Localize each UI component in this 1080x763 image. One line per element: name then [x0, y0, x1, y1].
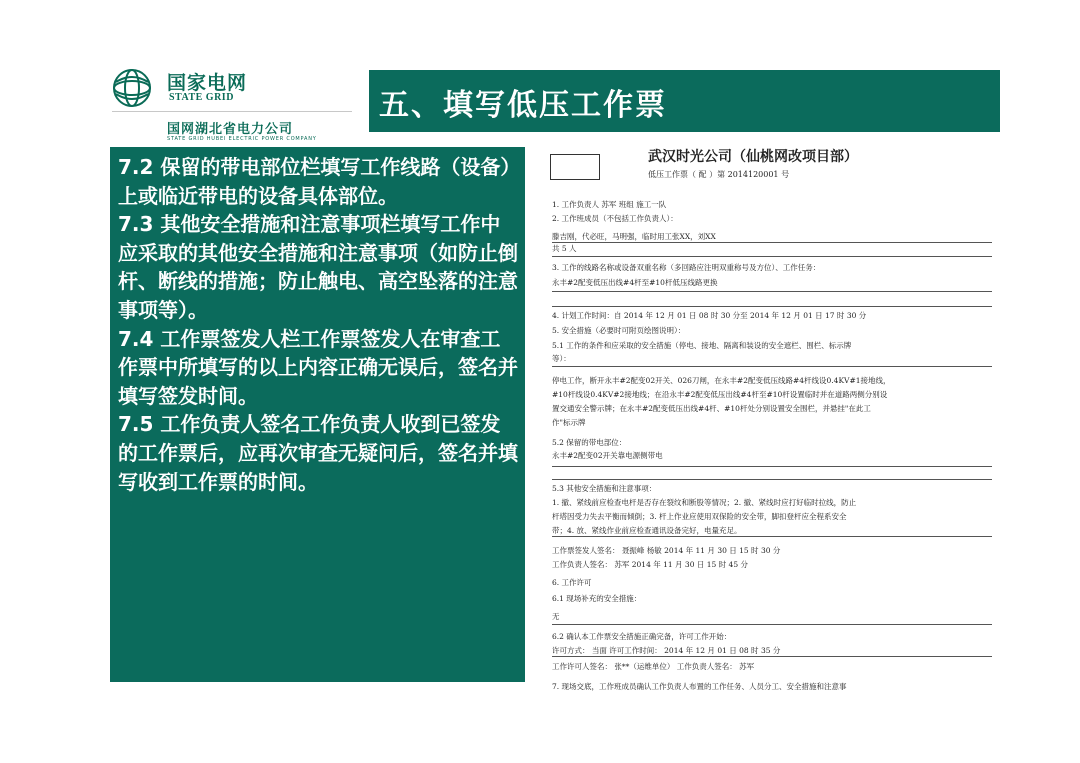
item-7-5: 7.5 工作负责人签名工作负责人收到已签发的工作票后，应再次审查无疑问后，签名并填写收到工作票的时间。 — [118, 412, 518, 494]
doc-line: 许可方式： 当面 许可工作时间： 2014 年 12 月 01 日 08 时 35 分 — [552, 646, 781, 655]
doc-line: #10杆线设0.4KV#2接地线；在沿永丰#2配变低压出线#4杆至#10杆设置临时并在道路两侧分别设 — [552, 390, 888, 399]
doc-line: 工作负责人签名： 苏军 2014 年 11 月 30 日 15 时 45 分 — [552, 560, 748, 569]
doc-line: 6.2 确认本工作票安全措施正确完备，许可工作开始： — [552, 632, 732, 641]
item-7-4: 7.4 工作票签发人栏工作票签发人在审查工作票中所填写的以上内容正确无误后，签名并填写签发时间。 — [118, 326, 518, 408]
doc-rule — [552, 306, 992, 307]
doc-stamp-box — [550, 154, 600, 180]
doc-line: 5. 安全措施（必要时可附页绘图说明）： — [552, 326, 686, 335]
slide-title-bar — [369, 70, 1000, 132]
left-text-panel — [110, 147, 525, 682]
doc-line: 4. 计划工作时间：自 2014 年 12 月 01 日 08 时 30 分至 2014 年 12 月 01 日 17 时 30 分 — [552, 311, 867, 320]
logo-name-en: STATE GRID — [169, 92, 234, 103]
doc-line: 5.2 保留的带电部位： — [552, 438, 627, 447]
doc-rule — [552, 242, 992, 243]
doc-line: 带；4. 放、紧线作业前应检查通讯设备完好，电量充足。 — [552, 526, 742, 535]
doc-rule — [552, 366, 992, 367]
doc-line: 永丰#2配变02开关靠电源侧带电 — [552, 451, 663, 460]
doc-rule — [552, 624, 992, 625]
doc-line: 5.1 工作的条件和应采取的安全措施（停电、接地、隔离和装设的安全遮栏、围栏、标示牌 — [552, 341, 852, 350]
left-text-body — [118, 153, 518, 496]
doc-line: 置交通安全警示牌；在永丰#2配变低压出线#4杆、#10杆处分别设置安全围栏，并悬挂"在此工 — [552, 404, 871, 413]
doc-line: 共 5 人 — [552, 244, 577, 253]
doc-line: 工作票签发人签名： 聂振峰 杨敏 2014 年 11 月 30 日 15 时 30 分 — [552, 546, 781, 555]
item-7-3: 7.3 其他安全措施和注意事项栏填写工作中应采取的其他安全措施和注意事项（如防止倒杆、断线的措施；防止触电、高空坠落的注意事项等）。 — [118, 212, 518, 322]
logo-divider — [112, 111, 352, 112]
doc-line: 杆塔因受力失去平衡而倾倒；3. 杆上作业应使用双保险的安全带，脚扣登杆应全程系安全 — [552, 512, 847, 521]
slide-title: 五、填写低压工作票 — [379, 88, 667, 123]
doc-line: 无 — [552, 612, 560, 621]
doc-line: 作"标示牌 — [552, 418, 586, 427]
logo-company-cn: 国网湖北省电力公司 — [167, 122, 294, 137]
doc-rule — [552, 291, 992, 292]
doc-rule — [552, 536, 992, 537]
doc-line: 工作许可人签名： 张**（运维单位） 工作负责人签名： 苏军 — [552, 662, 755, 671]
logo-company-en: STATE GRID HUBEI ELECTRIC POWER COMPANY — [167, 136, 317, 142]
logo-name-cn: 国家电网 — [167, 72, 248, 94]
doc-line: 6.1 现场补充的安全措施： — [552, 594, 642, 603]
work-ticket-document — [538, 136, 1000, 694]
doc-line: 6. 工作许可 — [552, 578, 592, 587]
doc-rule — [552, 656, 992, 657]
doc-line: 7. 现场交底，工作班成员确认工作负责人布置的工作任务、人员分工、安全措施和注意事 — [552, 682, 847, 691]
item-7-2: 7.2 保留的带电部位栏填写工作线路（设备）上或临近带电的设备具体部位。 — [118, 155, 511, 208]
doc-title: 武汉时光公司（仙桃网改项目部） — [648, 149, 858, 165]
doc-rule — [552, 479, 992, 480]
doc-line: 2. 工作班成员（不包括工作负责人）： — [552, 214, 678, 223]
doc-rule — [552, 256, 992, 257]
doc-rule — [552, 466, 992, 467]
doc-line: 永丰#2配变低压出线#4杆至#10杆低压线路更换 — [552, 278, 718, 287]
doc-line: 滕吉刚，代必旺，马明强，临时用工张XX，刘XX — [552, 232, 716, 241]
state-grid-logo — [112, 66, 362, 144]
doc-subtitle: 低压工作票（ 配 ）第 2014120001 号 — [648, 170, 790, 179]
doc-line: 5.3 其他安全措施和注意事项： — [552, 484, 657, 493]
doc-line: 停电工作，断开永丰#2配变02开关、026刀闸，在永丰#2配变低压线路#4杆线设0.4KV#1接地线， — [552, 376, 891, 385]
doc-line: 1. 撤、紧线前应检查电杆是否存在裂纹和断股等情况；2. 撤、紧线时应打好临时拉线，防止 — [552, 498, 857, 507]
state-grid-emblem-icon — [112, 68, 152, 108]
doc-line: 等）： — [552, 354, 571, 363]
doc-line: 1. 工作负责人 苏军 班组 施工一队 — [552, 200, 667, 209]
doc-line: 3. 工作的线路名称或设备双重名称（多回路应注明双重称号及方位）、工作任务： — [552, 263, 821, 272]
